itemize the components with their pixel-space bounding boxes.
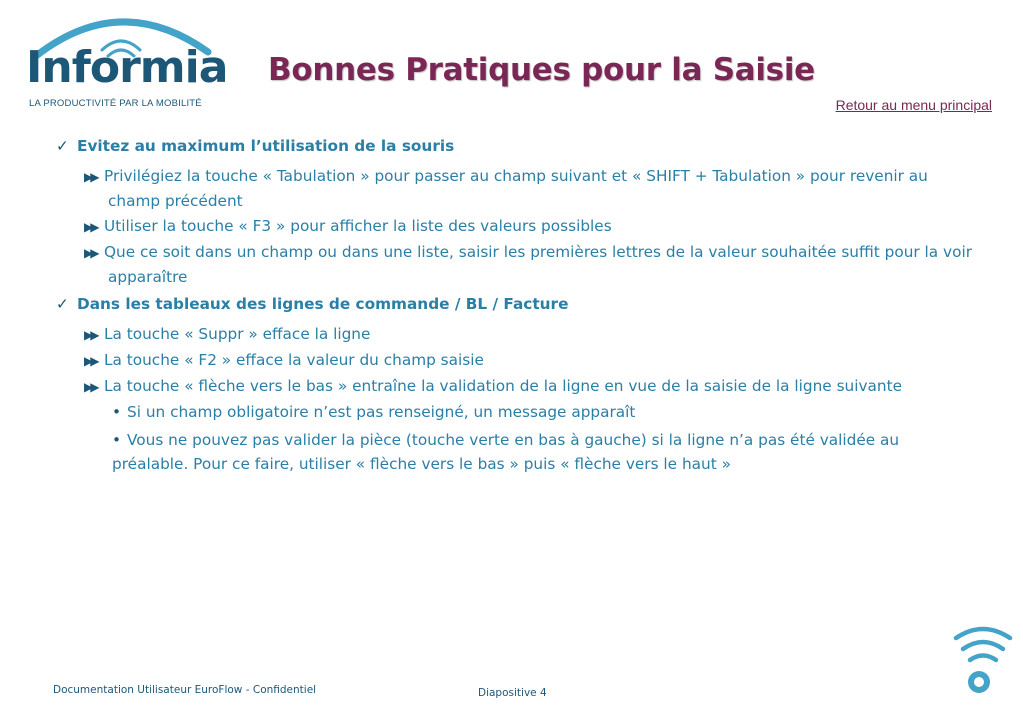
check-icon: ✓: [56, 295, 69, 313]
list-item: [56, 374, 976, 399]
double-arrow-icon: ▶▶: [84, 328, 97, 342]
sub-list-item: [56, 428, 976, 476]
logo-tagline: LA PRODUCTIVITÉ PAR LA MOBILITÉ: [29, 98, 202, 109]
section-heading-text: Dans les tableaux des lignes de commande / BL / Facture: [77, 295, 569, 313]
section-heading: [56, 135, 976, 157]
check-icon: ✓: [56, 137, 69, 155]
list-item-text: La touche « Suppr » efface la ligne: [104, 325, 371, 343]
list-item: [56, 348, 976, 373]
footer-slide-number: Diapositive 4: [478, 687, 547, 699]
logo-brand-o: o: [89, 42, 120, 93]
double-arrow-icon: ▶▶: [84, 380, 97, 394]
list-item-text: Privilégiez la touche « Tabulation » pour passer au champ suivant et « SHIFT + Tabulation » pour revenir au champ précédent: [104, 167, 928, 210]
list-item-text: Que ce soit dans un champ ou dans une liste, saisir les premières lettres de la valeur souhaitée suffit pour la voir apparaître: [104, 243, 972, 286]
sub-list-item-text: Si un champ obligatoire n’est pas renseigné, un message apparaît: [127, 403, 636, 421]
double-arrow-icon: ▶▶: [84, 170, 97, 184]
bullet-icon: •: [112, 403, 122, 421]
slide-content: [56, 135, 976, 480]
logo-brand-post: rmia: [119, 42, 228, 93]
double-arrow-icon: ▶▶: [84, 354, 97, 368]
list-item: [56, 164, 976, 213]
logo-brand-pre: Inf: [26, 42, 90, 93]
list-item: [56, 240, 976, 289]
list-item: [56, 322, 976, 347]
double-arrow-icon: ▶▶: [84, 220, 97, 234]
section-heading: [56, 293, 976, 315]
list-item: [56, 214, 976, 239]
sub-list-item-text: Vous ne pouvez pas valider la pièce (touche verte en bas à gauche) si la ligne n’a pas été validée au préalable. Pour ce faire, utiliser « flèche vers le bas » puis « flèche vers le haut »: [112, 431, 900, 473]
sub-list-item: [56, 400, 976, 424]
list-item-text: Utiliser la touche « F3 » pour afficher la liste des valeurs possibles: [104, 217, 612, 235]
footer-document-label: Documentation Utilisateur EuroFlow - Confidentiel: [53, 684, 317, 696]
logo-wordmark: [26, 42, 228, 93]
slide-title: Bonnes Pratiques pour la Saisie: [268, 52, 815, 88]
back-to-main-menu-link[interactable]: Retour au menu principal: [835, 97, 992, 113]
list-item-text: La touche « F2 » efface la valeur du champ saisie: [104, 351, 484, 369]
wifi-icon: [952, 624, 1014, 696]
list-item-text: La touche « flèche vers le bas » entraîne la validation de la ligne en vue de la saisie de la ligne suivante: [104, 377, 903, 395]
informia-logo: [26, 8, 238, 112]
double-arrow-icon: ▶▶: [84, 246, 97, 260]
section-heading-text: Evitez au maximum l’utilisation de la souris: [77, 137, 455, 155]
bullet-icon: •: [112, 431, 122, 449]
